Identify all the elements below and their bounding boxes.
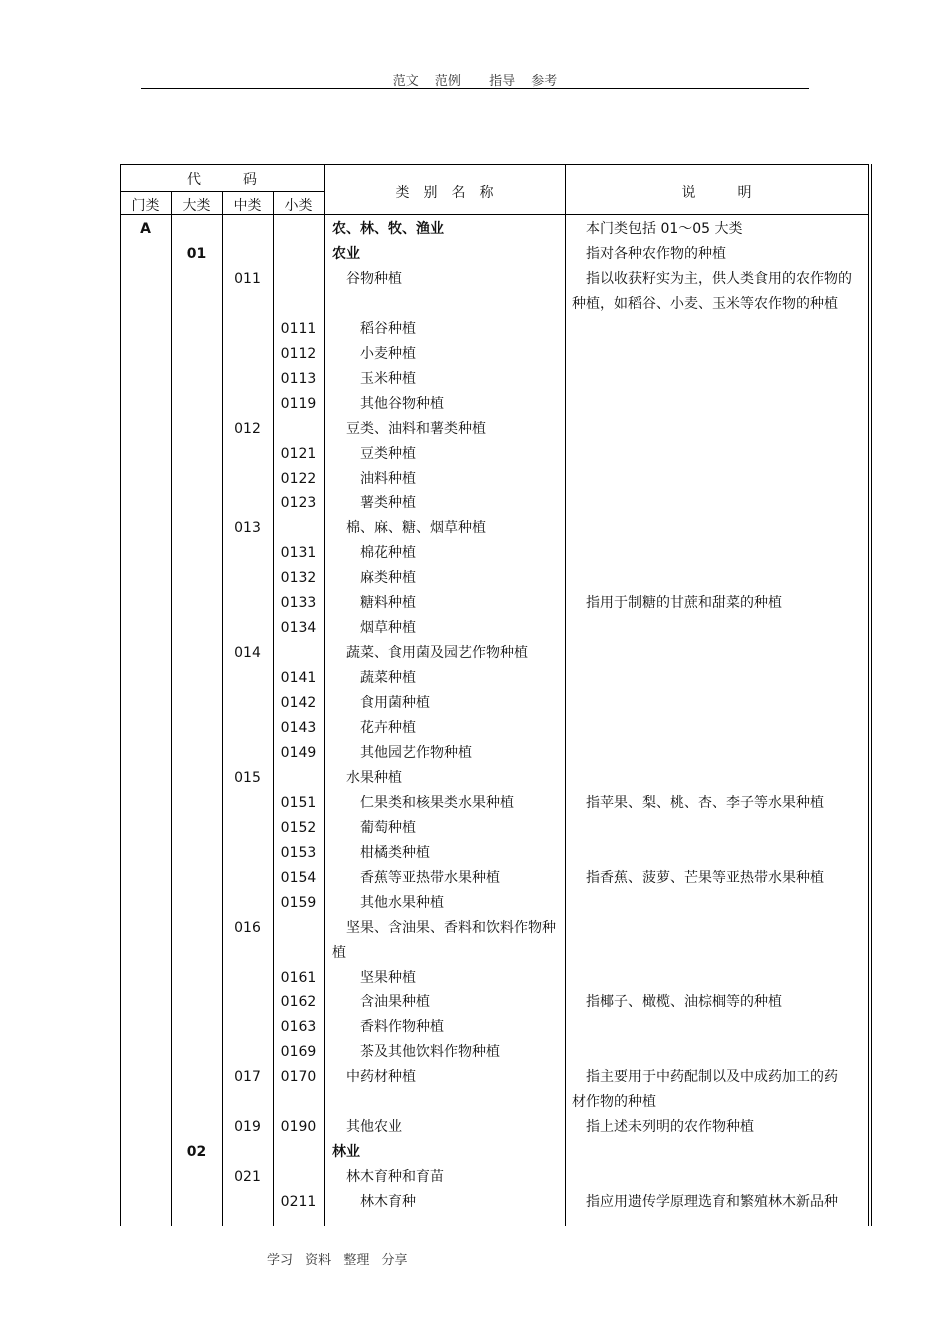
header-men: 门类 [131, 198, 160, 214]
page-header [0, 70, 950, 89]
header-da: 大类 [182, 198, 211, 214]
category-name: 林业 [332, 1144, 360, 1161]
table-border-right-double [871, 164, 872, 1226]
header-word: 指导 [489, 74, 516, 89]
category-name: 葡萄种植 [360, 819, 416, 836]
category-name: 糖料种植 [360, 595, 416, 612]
category-name: 豆类种植 [360, 445, 416, 462]
header-name: 类 别 名 称 [395, 185, 494, 201]
code-xiao: 0159 [280, 894, 317, 911]
code-xiao: 0149 [280, 744, 317, 761]
category-name: 林木育种和育苗 [346, 1169, 444, 1186]
category-name: 其他水果种植 [360, 894, 444, 911]
code-xiao: 0190 [280, 1119, 317, 1136]
category-name: 植 [332, 944, 346, 961]
category-description: 指主要用于中药配制以及中成药加工的药 [586, 1069, 838, 1086]
classification-table [120, 164, 869, 1226]
category-name: 坚果、含油果、香料和饮料作物种 [346, 919, 556, 936]
code-xiao: 0111 [280, 320, 317, 337]
code-xiao: 0133 [280, 595, 317, 612]
category-name: 蔬菜种植 [360, 670, 416, 687]
category-description: 指用于制糖的甘蔗和甜菜的种植 [586, 595, 782, 612]
table-border-top [120, 164, 869, 165]
header-word: 范例 [434, 74, 461, 89]
code-zhong: 017 [234, 1069, 261, 1086]
code-zhong: 012 [234, 420, 261, 437]
category-name: 香蕉等亚热带水果种植 [360, 869, 500, 886]
code-xiao: 0113 [280, 370, 317, 387]
category-name: 仁果类和核果类水果种植 [360, 794, 514, 811]
category-name: 花卉种植 [360, 720, 416, 736]
category-name: 茶及其他饮料作物种植 [360, 1044, 500, 1061]
footer-word: 分享 [381, 1253, 408, 1268]
code-xiao: 0161 [280, 969, 317, 986]
code-zhong: 019 [234, 1119, 261, 1136]
code-da: 01 [186, 245, 207, 262]
category-name: 林木育种 [360, 1194, 416, 1211]
code-xiao: 0163 [280, 1019, 317, 1036]
code-xiao: 0131 [280, 545, 317, 562]
category-name: 豆类、油料和薯类种植 [346, 420, 486, 437]
code-zhong: 016 [234, 919, 261, 936]
category-name: 玉米种植 [360, 370, 416, 387]
page-footer [267, 1249, 415, 1268]
table-border-left [120, 164, 121, 1226]
header-xiao: 小类 [284, 198, 313, 214]
category-name: 柑橘类种植 [360, 844, 430, 861]
category-name: 薯类种植 [360, 495, 416, 512]
code-zhong: 011 [234, 270, 261, 287]
header-word: 范文 [392, 74, 419, 89]
category-name: 棉花种植 [360, 545, 416, 562]
category-name: 稻谷种植 [360, 320, 416, 337]
code-xiao: 0153 [280, 844, 317, 861]
code-xiao: 0211 [280, 1194, 317, 1211]
code-men: A [140, 221, 151, 237]
category-name: 麻类种植 [360, 570, 416, 587]
table-border-right [868, 164, 869, 1226]
code-zhong: 013 [234, 520, 261, 537]
category-name: 含油果种植 [360, 994, 430, 1011]
code-zhong: 014 [234, 645, 261, 662]
category-description: 本门类包括 01～05 大类 [586, 221, 743, 237]
category-name: 农、林、牧、渔业 [332, 221, 444, 237]
header-code: 代 码 [187, 172, 257, 188]
category-name: 蔬菜、食用菌及园艺作物种植 [346, 645, 528, 662]
code-da: 02 [186, 1144, 207, 1161]
code-xiao: 0170 [280, 1069, 317, 1086]
category-name: 小麦种植 [360, 345, 416, 362]
header-desc: 说 明 [681, 185, 752, 201]
category-name: 棉、麻、糖、烟草种植 [346, 520, 486, 537]
category-name: 水果种植 [346, 769, 402, 786]
footer-word: 整理 [343, 1253, 370, 1268]
code-xiao: 0134 [280, 620, 317, 637]
category-name: 坚果种植 [360, 969, 416, 986]
code-xiao: 0141 [280, 670, 317, 687]
header-subdivider [120, 191, 324, 192]
code-xiao: 0122 [280, 470, 317, 487]
code-xiao: 0121 [280, 445, 317, 462]
column-divider [565, 164, 566, 1226]
category-description: 指苹果、梨、桃、杏、李子等水果种植 [586, 794, 824, 811]
code-xiao: 0142 [280, 695, 317, 712]
footer-word: 资料 [305, 1253, 332, 1268]
category-name: 烟草种植 [360, 620, 416, 637]
column-divider [324, 164, 325, 1226]
code-xiao: 0162 [280, 994, 317, 1011]
code-xiao: 0112 [280, 345, 317, 362]
category-name: 谷物种植 [346, 270, 402, 287]
category-name: 其他农业 [346, 1119, 402, 1136]
category-name: 中药材种植 [346, 1069, 416, 1086]
code-xiao: 0143 [280, 720, 317, 736]
category-description: 材作物的种植 [572, 1094, 656, 1111]
category-description: 指对各种农作物的种植 [586, 245, 726, 262]
code-xiao: 0151 [280, 794, 317, 811]
code-xiao: 0123 [280, 495, 317, 512]
category-description: 指应用遗传学原理选育和繁殖林木新品种 [586, 1194, 838, 1211]
footer-word: 学习 [267, 1253, 294, 1268]
header-zhong: 中类 [233, 198, 262, 214]
category-description: 指上述未列明的农作物种植 [586, 1119, 754, 1136]
category-name: 油料种植 [360, 470, 416, 487]
code-xiao: 0119 [280, 395, 317, 412]
code-xiao: 0152 [280, 819, 317, 836]
code-xiao: 0154 [280, 869, 317, 886]
code-zhong: 015 [234, 769, 261, 786]
category-name: 其他园艺作物种植 [360, 744, 472, 761]
code-xiao: 0132 [280, 570, 317, 587]
category-name: 农业 [332, 245, 360, 262]
category-description: 指以收获籽实为主，供人类食用的农作物的 [586, 270, 852, 287]
category-description: 指香蕉、菠萝、芒果等亚热带水果种植 [586, 869, 824, 886]
header-word: 参考 [531, 74, 558, 89]
header-rule [141, 88, 809, 89]
category-name: 食用菌种植 [360, 695, 430, 712]
category-name: 香料作物种植 [360, 1019, 444, 1036]
code-xiao: 0169 [280, 1044, 317, 1061]
category-description: 指椰子、橄榄、油棕榈等的种植 [586, 994, 782, 1011]
category-name: 其他谷物种植 [360, 395, 444, 412]
category-description: 种植，如稻谷、小麦、玉米等农作物的种植 [572, 295, 838, 312]
column-divider [171, 191, 172, 1226]
code-zhong: 021 [234, 1169, 261, 1186]
